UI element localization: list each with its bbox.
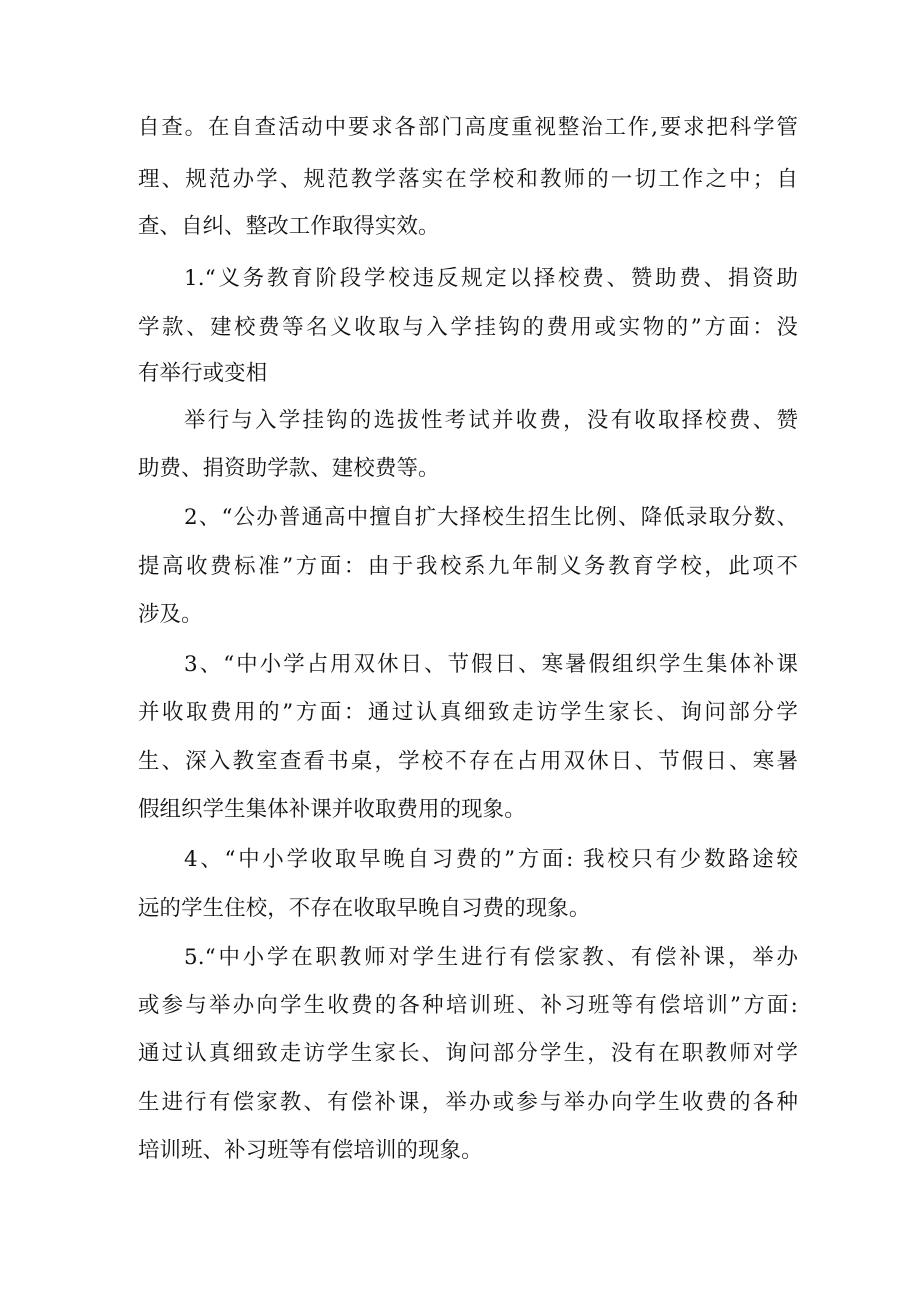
paragraph-line: 5.“中小学在职教师对学生进行有偿家教、有偿补课，举办: [184, 945, 798, 970]
paragraph-line: 并收取费用的”方面：通过认真细致走访学生家长、询问部分学: [138, 700, 798, 725]
paragraph-line: 通过认真细致走访学生家长、询问部分学生，没有在职教师对学: [138, 1041, 798, 1066]
paragraph-line: 理、规范办学、规范教学落实在学校和教师的一切工作之中；自: [138, 167, 798, 192]
paragraph-line: 培训班、补习班等有偿培训的现象。: [138, 1138, 483, 1163]
paragraph-line: 2、“公办普通高中擅自扩大择校生招生比例、降低录取分数、: [184, 505, 798, 530]
paragraph-line: 学款、建校费等名义收取与入学挂钩的费用或实物的”方面：没: [138, 315, 798, 340]
paragraph-line: 生、深入教室查看书桌，学校不存在占用双休日、节假日、寒暑: [138, 749, 798, 774]
paragraph-line: 假组织学生集体补课并收取费用的现象。: [138, 797, 526, 822]
paragraph-line: 有举行或变相: [138, 361, 268, 386]
paragraph-line: 助费、捐资助学款、建校费等。: [138, 456, 440, 481]
paragraph-line: 3、“中小学占用双休日、节假日、寒暑假组织学生集体补课: [184, 652, 798, 677]
paragraph-line: 查、自纠、整改工作取得实效。: [138, 214, 440, 239]
paragraph-line: 1.“义务教育阶段学校违反规定以择校费、赞助费、捐资助: [184, 266, 798, 291]
paragraph-line: 涉及。: [138, 602, 203, 627]
paragraph-line: 举行与入学挂钩的选拔性考试并收费，没有收取择校费、赞: [184, 408, 798, 433]
paragraph-line: 自查。在自查活动中要求各部门高度重视整治工作,要求把科学管: [138, 115, 798, 140]
paragraph-line: 提高收费标准”方面：由于我校系九年制义务教育学校，此项不: [138, 554, 798, 579]
paragraph-line: 生进行有偿家教、有偿补课，举办或参与举办向学生收费的各种: [138, 1090, 798, 1115]
paragraph-line: 4、“中小学收取早晚自习费的”方面: 我校只有少数路途较: [184, 847, 798, 872]
paragraph-line: 远的学生住校，不存在收取早晚自习费的现象。: [138, 896, 591, 921]
paragraph-line: 或参与举办向学生收费的各种培训班、补习班等有偿培训”方面:: [138, 993, 798, 1018]
